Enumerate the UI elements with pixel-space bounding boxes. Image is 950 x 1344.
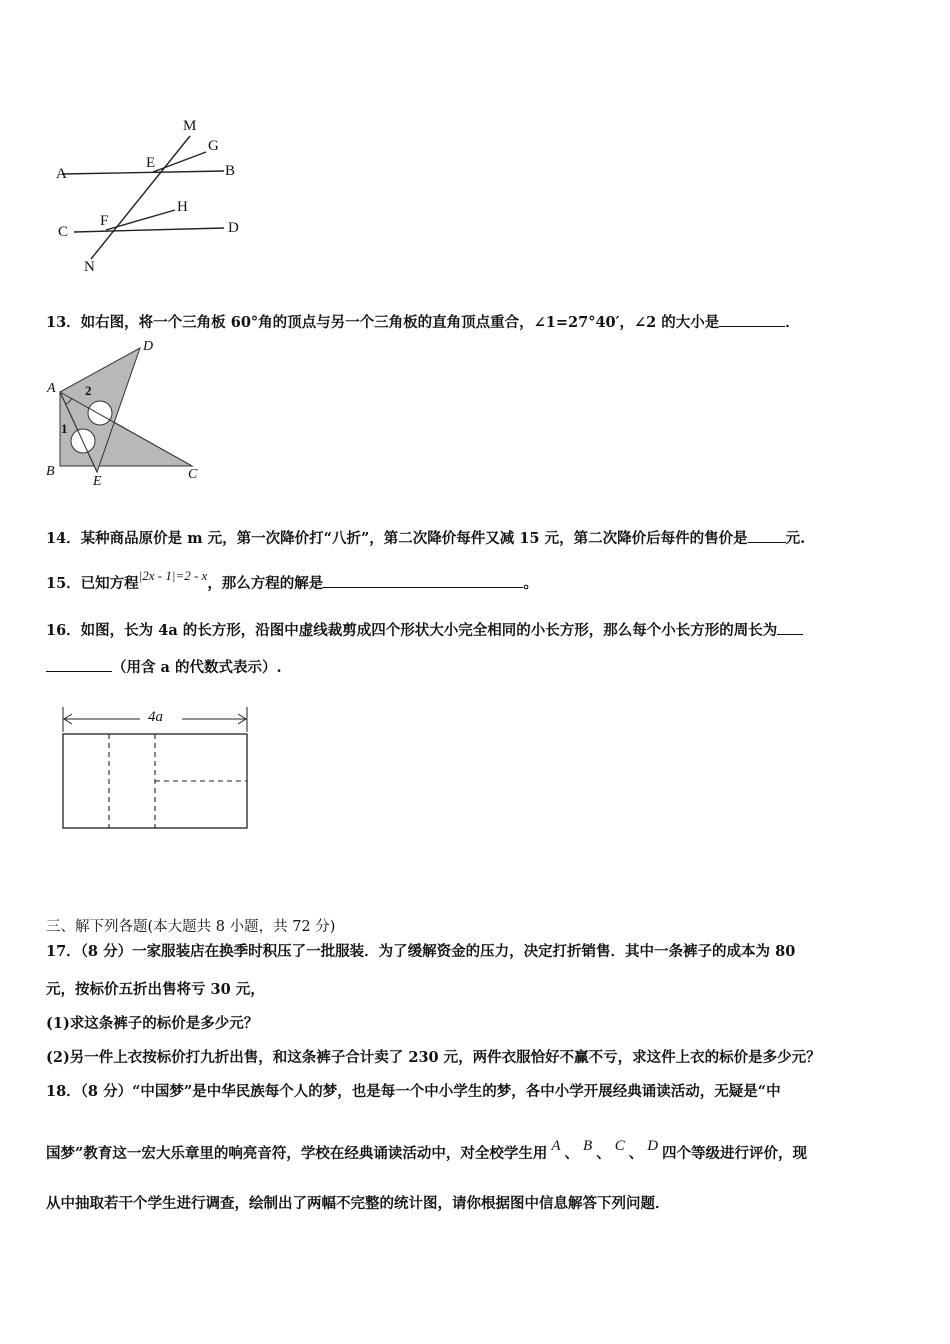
question-15-tail: 。	[523, 575, 538, 592]
point-label-e: E	[146, 155, 156, 171]
point-label-a: A	[56, 166, 67, 182]
grade-d: D	[647, 1138, 659, 1154]
triangle-label-b: B	[46, 464, 55, 479]
question-17-line-1: 17．（8 分）一家服装店在换季时积压了一批服装．为了缓解资金的压力，决定打折销售．其中一条裤子的成本为 80	[46, 943, 796, 960]
point-label-d: D	[228, 220, 239, 236]
question-16-text-2: （用含 a 的代数式表示）.	[112, 659, 282, 676]
triangle-label-d: D	[143, 339, 154, 354]
point-label-m: M	[183, 118, 197, 134]
question-18-line-2-prefix: 国梦”教育这一宏大乐章里的响亮音符，学校在经典诵读活动中，对全校学生用	[46, 1145, 548, 1162]
point-label-f: F	[100, 213, 109, 229]
question-14-text: 14．某种商品原价是 m 元，第一次降价打“八折”，第二次降价每件又减 15 元，第二次降价后每件的售价是	[46, 530, 748, 547]
point-label-g: G	[208, 138, 219, 154]
triangle-label-a: A	[47, 381, 56, 396]
question-16-text-1: 16．如图，长为 4a 的长方形，沿图中虚线裁剪成四个形状大小完全相同的小长方形，那么每个小长方形的周长为	[46, 622, 778, 639]
question-17-part-1: (1)求这条裤子的标价是多少元？	[46, 1015, 259, 1032]
triangle-label-e: E	[93, 474, 102, 489]
question-17-part-2: (2)另一件上衣按标价打九折出售，和这条裤子合计卖了 230 元，两件衣服恰好不赢不亏，求这件上衣的标价是多少元？	[46, 1049, 821, 1066]
grade-b: B	[583, 1138, 593, 1154]
question-18-line-1: 18．（8 分）“中国梦”是中华民族每个人的梦，也是每一个中小学生的梦，各中小学开展经典诵读活动，无疑是“中	[46, 1083, 781, 1100]
angle-label-2: 2	[85, 383, 92, 398]
angle-label-1: 1	[61, 421, 68, 436]
point-label-c: C	[58, 224, 69, 240]
question-14-tail: 元.	[785, 530, 806, 547]
grade-c: C	[614, 1138, 625, 1154]
question-18-line-2	[46, 1138, 808, 1163]
grade-separator: 、	[564, 1145, 580, 1162]
question-17-line-2: 元，按标价五折出售将亏 30 元，	[46, 981, 265, 998]
section-3-title: 三、解下列各题(本大题共 8 小题，共 72 分)	[46, 919, 336, 935]
question-18-line-2-suffix: 四个等级进行评价，现	[662, 1145, 808, 1162]
grade-separator: 、	[628, 1145, 644, 1162]
question-18-line-3: 从中抽取若干个学生进行调查，绘制出了两幅不完整的统计图，请你根据图中信息解答下列问题．	[46, 1195, 670, 1212]
point-label-h: H	[177, 199, 188, 215]
grade-separator: 、	[596, 1145, 611, 1162]
grade-a: A	[551, 1138, 561, 1154]
point-label-n: N	[84, 259, 95, 275]
point-label-b: B	[225, 163, 236, 179]
question-15-equation: |2x - 1|=2 - x	[138, 568, 208, 583]
question-15-prefix: 15．已知方程	[46, 575, 139, 592]
question-13-tail: ．	[785, 314, 800, 331]
question-15-suffix: ，那么方程的解是	[207, 575, 324, 592]
rectangle-length-label: 4a	[148, 709, 163, 725]
question-13-text: 13．如右图，将一个三角板 60°角的顶点与另一个三角板的直角顶点重合，∠1=27°40′，∠2 的大小是	[46, 314, 720, 331]
triangle-label-c: C	[188, 467, 198, 482]
